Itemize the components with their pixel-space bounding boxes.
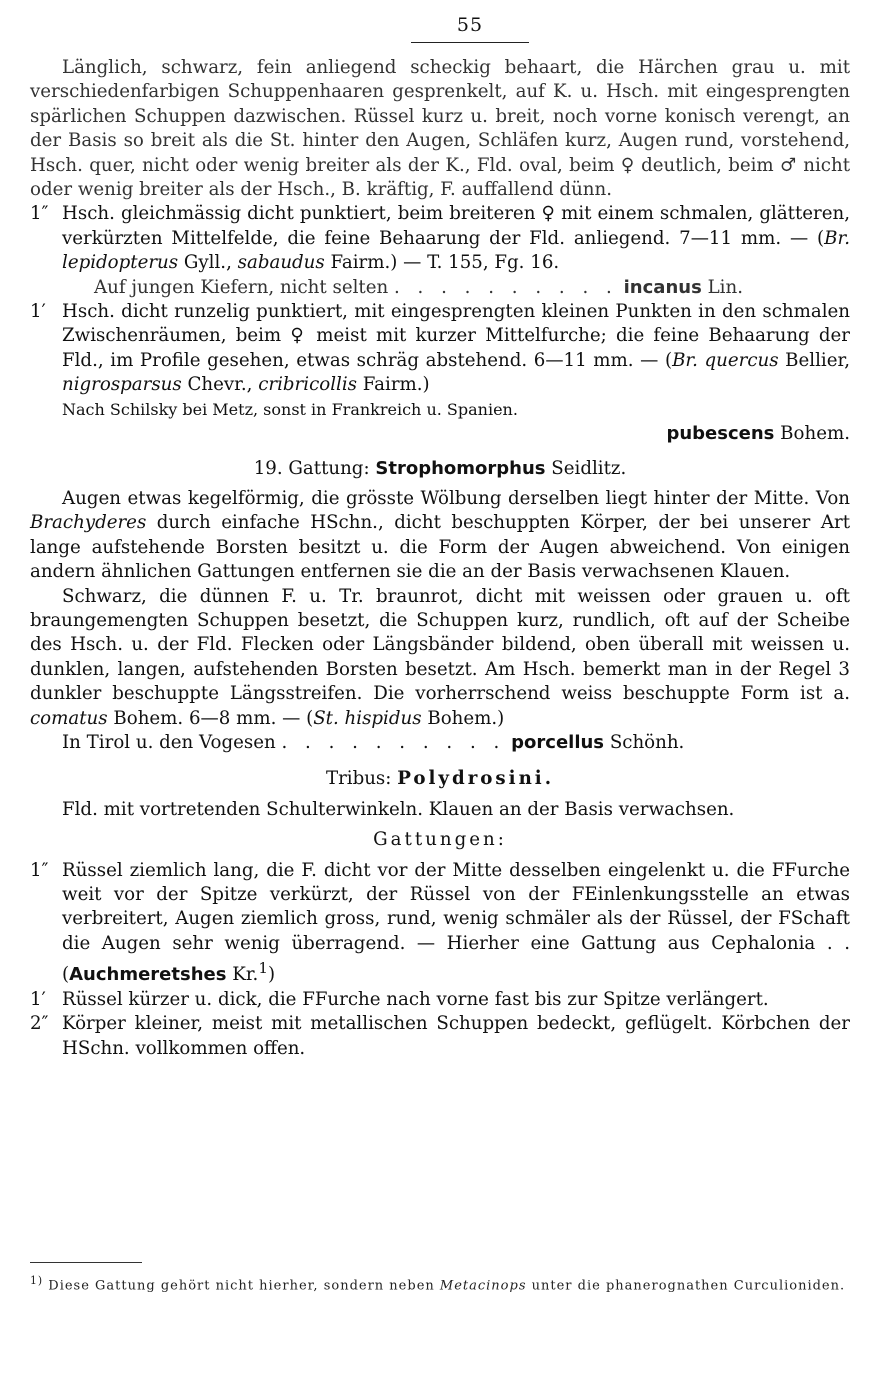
- tribus-heading: Tribus: Polydrosini.: [325, 768, 555, 790]
- synonym: Br. quercus: [672, 349, 779, 371]
- tribus-description: Fld. mit vortretenden Schulterwinkeln. Klauen an der Basis verwachsen.: [62, 798, 735, 820]
- genus-description: Augen etwas kegelförmig, die grösste Wölbung derselben liegt hinter der Mitte. Von Brachyderes durch einfache HSchn., dicht beschuppten Körper, der bei unserer Art lange aufstehende Borsten besitzt u. die Form der Augen abweichend. Von einigen andern ähnlichen Gattungen entfernen sie die an der Basis verwachsenen Klauen.: [30, 487, 850, 583]
- genus-key-1-prime: 1′ Rüssel kürzer u. dick, die FFurche nach vorne fast bis zur Spitze verlängert.: [30, 988, 850, 1012]
- species-author: Lin.: [707, 276, 743, 298]
- synonym: nigrosparsus: [62, 374, 182, 396]
- habitat-line: Auf jungen Kiefern, nicht selten . . . . . . . . . . incanus Lin.: [94, 276, 743, 298]
- description-paragraph: Länglich, schwarz, fein anliegend scheckig behaart, die Härchen grau u. mit verschiedenfarbigen Schuppenhaaren gesprenkelt, auf K. u. Hsch. mit eingesprengten spärlichen Schuppen dazwischen. Rüssel kurz u. breit, noch vorne konisch verengt, an der Basis so breit als die St. hinter den Augen, Schläfen kurz, Augen rund, vorstehend, Hsch. quer, nicht oder wenig breiter als der K., Fld. oval, beim ♀ deutlich, beim ♂ nicht oder wenig breiter als der Hsch., B. kräftig, F. auffallend dünn.: [30, 57, 850, 201]
- genus-key-1-double-prime: 1″ Rüssel ziemlich lang, die F. dicht vor der Mitte desselben eingelenkt u. die FFurche weit vor der Spitze verkürzt, der Rüssel von der FEinlenkungsstelle an etwas verbreitert, Augen ziemlich gross, rund, wenig schmäler als der Rüssel, der FSchaft die Augen sehr wenig überragend. — Hierher eine Gattung aus Cephalonia . . (Auchmeretshes Kr.$^1$): [30, 859, 850, 986]
- species-line: [62, 422, 850, 446]
- habitat-line: In Tirol u. den Vogesen . . . . . . . . . . porcellus Schönh.: [62, 731, 685, 753]
- species-name: porcellus: [511, 731, 605, 753]
- footnote: $^{1)}$ Diese Gattung gehört nicht hierher, sondern neben Metacinops unter die phanerognathen Curculioniden.: [30, 1274, 846, 1294]
- species-author: Schönh.: [609, 731, 685, 753]
- species-name: pubescens: [666, 423, 775, 445]
- page-number: 55: [456, 14, 484, 36]
- page-body: [30, 56, 850, 1061]
- species-description: Schwarz, die dünnen F. u. Tr. braunrot, dicht mit weissen oder grauen u. oft braungemengten Schuppen besetzt, die Schuppen kurz, rundlich, oft auf der Scheibe des Hsch. u. der Fld. Flecken oder Längsbänder bildend, oben überall mit weissen u. dunklen, langen, aufstehenden Borsten besetzt. Am Hsch. bemerkt man in der Regel 3 dunkler beschuppte Längsstreifen. Die vorherrschend weiss beschuppte Form ist a. comatus Bohem. 6—8 mm. — (St. hispidus Bohem.): [30, 585, 850, 729]
- key-entry-1-prime: 1′ Hsch. dicht runzelig punktiert, mit eingesprengten kleinen Punkten in den schmalen Zwischenräumen, beim ♀ meist mit kurzer Mittelfurche; die feine Behaarung der Fld., im Profile gesehen, etwas schräg abstehend. 6—11 mm. — (Br. quercus Bellier, nigrosparsus Chevr., cribricollis Fairm.) Nach Schilsky bei Metz, sonst in Frankreich u. Spanien. pubescens Bohem.: [30, 300, 850, 446]
- habitat-line: Nach Schilsky bei Metz, sonst in Frankreich u. Spanien.: [62, 399, 518, 419]
- key-number: 1′: [30, 988, 46, 1010]
- genus-name: Strophomorphus: [375, 457, 546, 479]
- key-number: 1″: [30, 859, 49, 881]
- footnote-rule: [30, 1262, 142, 1263]
- genus-key-2-double-prime: 2″ Körper kleiner, meist mit metallischen Schuppen bedeckt, geflügelt. Körbchen der HSchn. vollkommen offen.: [30, 1013, 850, 1059]
- header-rule: [411, 42, 529, 43]
- species-author: Bohem.: [780, 423, 850, 445]
- key-number: 1′: [30, 301, 46, 323]
- key-number: 1″: [30, 203, 49, 225]
- tribus-name: Polydrosini.: [397, 768, 555, 790]
- genus-heading: 19. Gattung: Strophomorphus Seidlitz.: [253, 457, 627, 479]
- species-name: incanus: [623, 276, 702, 298]
- synonym: sabaudus: [237, 252, 325, 274]
- genus-name: Auchmeretshes: [69, 964, 227, 986]
- key-entry-1-double-prime: 1″ Hsch. gleichmässig dicht punktiert, beim breiteren ♀ mit einem schmalen, glätteren, verkürzten Mittelfelde, die feine Behaarung der Fld. anliegend. 7—11 mm. — (Br. lepidopterus Gyll., sabaudus Fairm.) — T. 155, Fg. 16. Auf jungen Kiefern, nicht selten . . . . . . . . . . incanus Lin.: [30, 202, 850, 300]
- synonym: Br. lepidopterus: [62, 227, 850, 274]
- key-number: 2″: [30, 1013, 49, 1035]
- gattungen-heading: Gattungen:: [373, 829, 507, 851]
- synonym: cribricollis: [258, 374, 357, 396]
- footnote-ref: 1: [258, 959, 268, 978]
- page: [30, 14, 850, 1061]
